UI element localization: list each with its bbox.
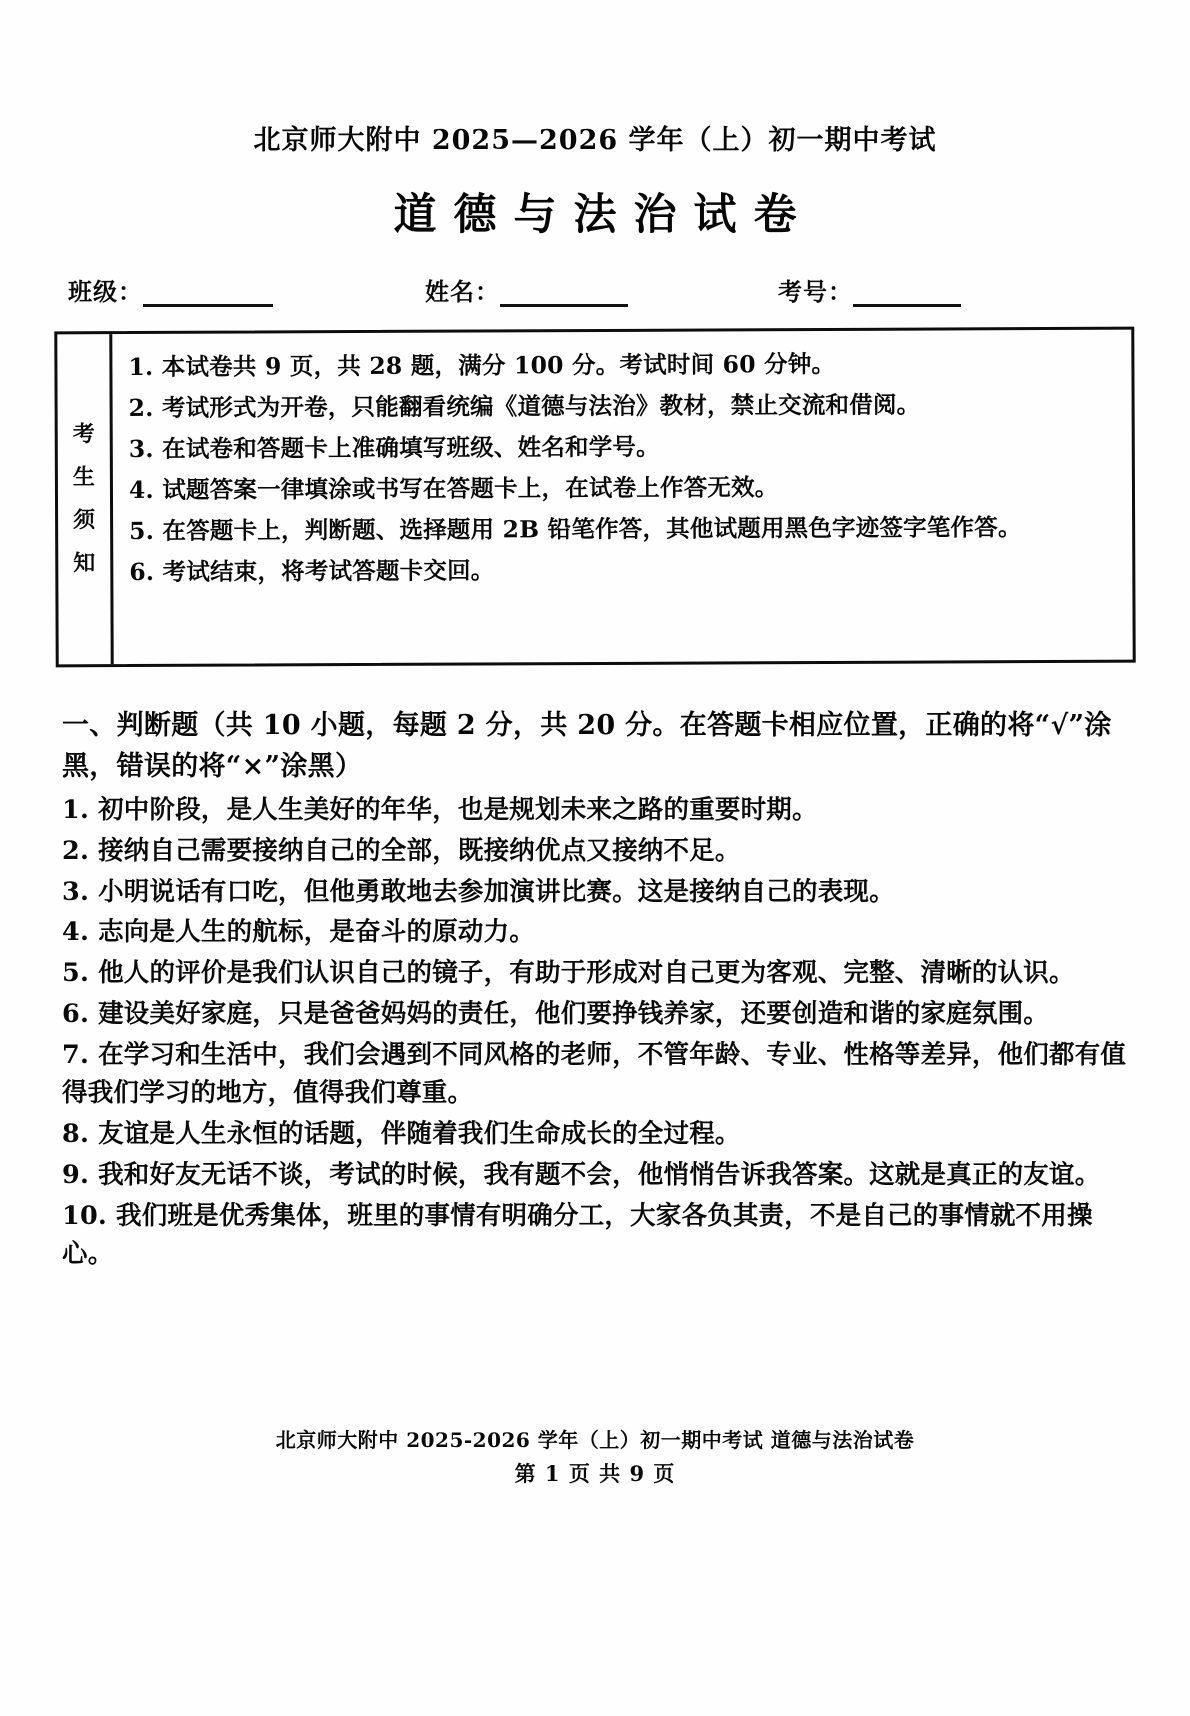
- notice-item: 4. 试题答案一律填涂或书写在答题卡上，在试卷上作答无效。: [128, 473, 779, 505]
- notice-item: 1. 本试卷共 9 页，共 28 题，满分 100 分。考试时间 60 分钟。: [128, 349, 836, 382]
- notice-item: 6. 考试结束，将考试答题卡交回。: [129, 556, 495, 587]
- exam-id-blank[interactable]: [853, 284, 961, 307]
- question-item: 7. 在学习和生活中，我们会遇到不同风格的老师，不管年龄、专业、性格等差异，他们都有值得我们学习的地方，值得我们尊重。: [62, 1039, 1127, 1109]
- class-label: 班级：: [68, 277, 143, 306]
- name-blank[interactable]: [500, 284, 628, 307]
- notice-side-char-3: 知: [73, 550, 96, 577]
- section-heading-true-false: 一、判断题（共 10 小题，每题 2 分，共 20 分。在答题卡相应位置，正确的将“√”涂黑，错误的将“×”涂黑）: [62, 710, 1112, 783]
- footer-page-number: 第 1 页 共 9 页: [514, 1461, 676, 1486]
- student-info-line: [68, 272, 1122, 307]
- class-field[interactable]: [68, 272, 273, 307]
- examinee-notice-box: [54, 327, 1135, 668]
- notice-side-label: [57, 334, 113, 664]
- page-title: 道德与法治试卷: [393, 190, 814, 240]
- question-item: 2. 接纳自己需要接纳自己的全部，既接纳优点又接纳不足。: [62, 835, 741, 866]
- question-item: 8. 友谊是人生永恒的话题，伴随着我们生命成长的全过程。: [62, 1119, 741, 1150]
- notice-side-char-1: 生: [72, 464, 95, 491]
- question-item: 5. 他人的评价是我们认识自己的镜子，有助于形成对自己更为客观、完整、清晰的认识。: [62, 958, 1075, 989]
- page-footer: [0, 1424, 1190, 1488]
- name-label: 姓名：: [425, 277, 500, 306]
- question-list-true-false: [62, 791, 1128, 1274]
- question-item: 1. 初中阶段，是人生美好的年华，也是规划未来之路的重要时期。: [62, 795, 818, 826]
- exam-header: [0, 0, 1190, 242]
- question-item: 3. 小明说话有口吃，但他勇敢地去参加演讲比赛。这是接纳自己的表现。: [62, 876, 895, 907]
- exam-id-label: 考号：: [778, 277, 853, 306]
- question-item: 4. 志向是人生的航标，是奋斗的原动力。: [62, 917, 535, 948]
- notice-item: 3. 在试卷和答题卡上准确填写班级、姓名和学号。: [128, 432, 660, 464]
- notice-side-char-2: 须: [73, 507, 96, 534]
- footer-exam-name: 北京师大附中 2025-2026 学年（上）初一期中考试 道德与法治试卷: [275, 1428, 915, 1452]
- notice-item: 2. 考试形式为开卷，只能翻看统编《道德与法治》教材，禁止交流和借阅。: [128, 390, 921, 423]
- notice-body: [112, 330, 1132, 664]
- school-exam-line: 北京师大附中 2025—2026 学年（上）初一期中考试: [253, 125, 937, 156]
- name-field[interactable]: [425, 272, 628, 307]
- question-item: 9. 我和好友无话不谈，考试的时候，我有题不会，他悄悄告诉我答案。这就是真正的友谊。: [62, 1159, 1101, 1190]
- question-item: 10. 我们班是优秀集体，班里的事情有明确分工，大家各负其责，不是自己的事情就不用操心。: [62, 1200, 1093, 1270]
- notice-item: 5. 在答题卡上，判断题、选择题用 2B 铅笔作答，其他试题用黑色字迹签字笔作答。: [129, 513, 1022, 546]
- exam-id-field[interactable]: [778, 272, 961, 307]
- class-blank[interactable]: [143, 284, 273, 307]
- notice-side-char-0: 考: [72, 421, 95, 448]
- question-item: 6. 建设美好家庭，只是爸爸妈妈的责任，他们要挣钱养家，还要创造和谐的家庭氛围。: [62, 998, 1050, 1029]
